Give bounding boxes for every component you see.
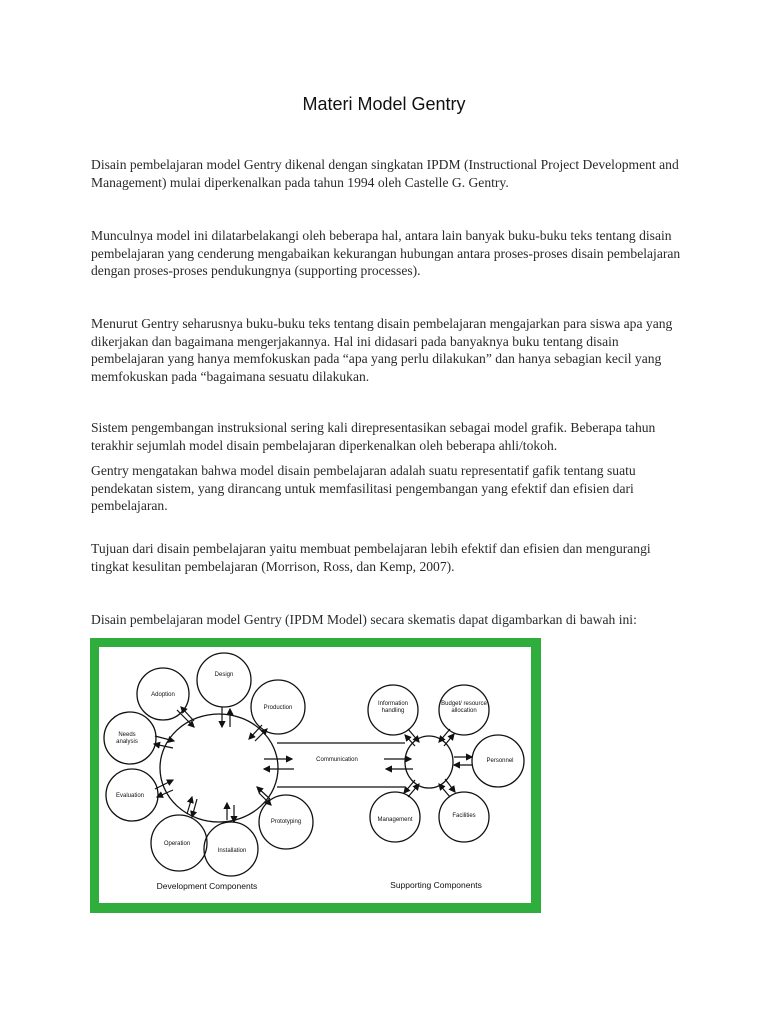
label-analysis: analysis xyxy=(116,739,138,745)
paragraph-3: Menurut Gentry seharusnya buku-buku teks tentang disain pembelajaran mengajarkan para siswa apa yang dikerjakan dan bagaimana mengerjakannya. Hal ini didasari pada banyaknya buku tentang disain pembelajaran yang hanya memfokuskan pada “apa yang perlu dilakukan” dan hanya sebagian kecil yang memfokuskan pada “bagaimana sesuatu dilakukan. xyxy=(91,316,673,384)
ipdm-diagram-frame xyxy=(90,638,541,913)
label-prototyping: Prototyping xyxy=(270,819,302,825)
node-needs-analysis xyxy=(104,712,156,764)
caption-supporting: Supporting Components xyxy=(390,880,482,890)
paragraph-7: Disain pembelajaran model Gentry (IPDM Model) secara skematis dapat digambarkan di bawah ini: xyxy=(91,612,637,627)
label-needs: Needs xyxy=(118,732,136,738)
label-handling: handling xyxy=(381,708,405,714)
caption-development: Development Components xyxy=(156,881,258,891)
label-budget: Budget/ resource xyxy=(441,701,487,707)
paragraph-5: Gentry mengatakan bahwa model disain pembelajaran adalah suatu representatif gafik tentang suatu pendekatan sistem, yang dirancang untuk memfasilitasi pengembangan yang efektif dan efisien dari pembelajaran. xyxy=(91,463,636,513)
page-title: Materi Model Gentry xyxy=(302,94,466,114)
label-adoption: Adoption xyxy=(151,692,175,698)
paragraph-4: Sistem pengembangan instruksional sering kali direpresentasikan sebagai model grafik. Beberapa tahun terakhir sejumlah model disain pembelajaran diperkenalkan oleh beberapa ahli/tokoh. xyxy=(91,420,656,453)
ipdm-diagram-svg xyxy=(99,647,531,903)
label-design: Design xyxy=(214,672,234,678)
paragraph-2: Munculnya model ini dilatarbelakangi oleh beberapa hal, antara lain banyak buku-buku teks tentang disain pembelajaran yang cenderung mengabaikan kekurangan hubungan antara proses-proses disain pembelajaran dengan proses-proses pendukungnya (supporting processes). xyxy=(91,228,681,278)
label-information: Information xyxy=(377,701,409,707)
label-production: Production xyxy=(263,705,293,711)
node-design xyxy=(197,653,251,707)
label-evaluation: Evaluation xyxy=(115,793,145,799)
label-allocation: allocation xyxy=(451,708,477,714)
ipdm-diagram xyxy=(99,647,531,903)
label-personnel: Personnel xyxy=(486,758,514,764)
label-communication: Communication xyxy=(316,757,358,763)
development-hub xyxy=(160,714,278,822)
label-management: Management xyxy=(377,817,413,823)
paragraph-1: Disain pembelajaran model Gentry dikenal dengan singkatan IPDM (Instructional Project Development and Management) mulai diperkenalkan pada tahun 1994 oleh Castelle G. Gentry. xyxy=(91,157,679,190)
label-installation: Installation xyxy=(217,848,247,854)
label-facilities: Facilities xyxy=(452,813,476,819)
label-operation: Operation xyxy=(163,841,191,847)
arrows xyxy=(154,707,472,822)
paragraph-6: Tujuan dari disain pembelajaran yaitu membuat pembelajaran lebih efektif dan efisien dan mengurangi tingkat kesulitan pembelajaran (Morrison, Ross, dan Kemp, 2007). xyxy=(91,541,651,574)
